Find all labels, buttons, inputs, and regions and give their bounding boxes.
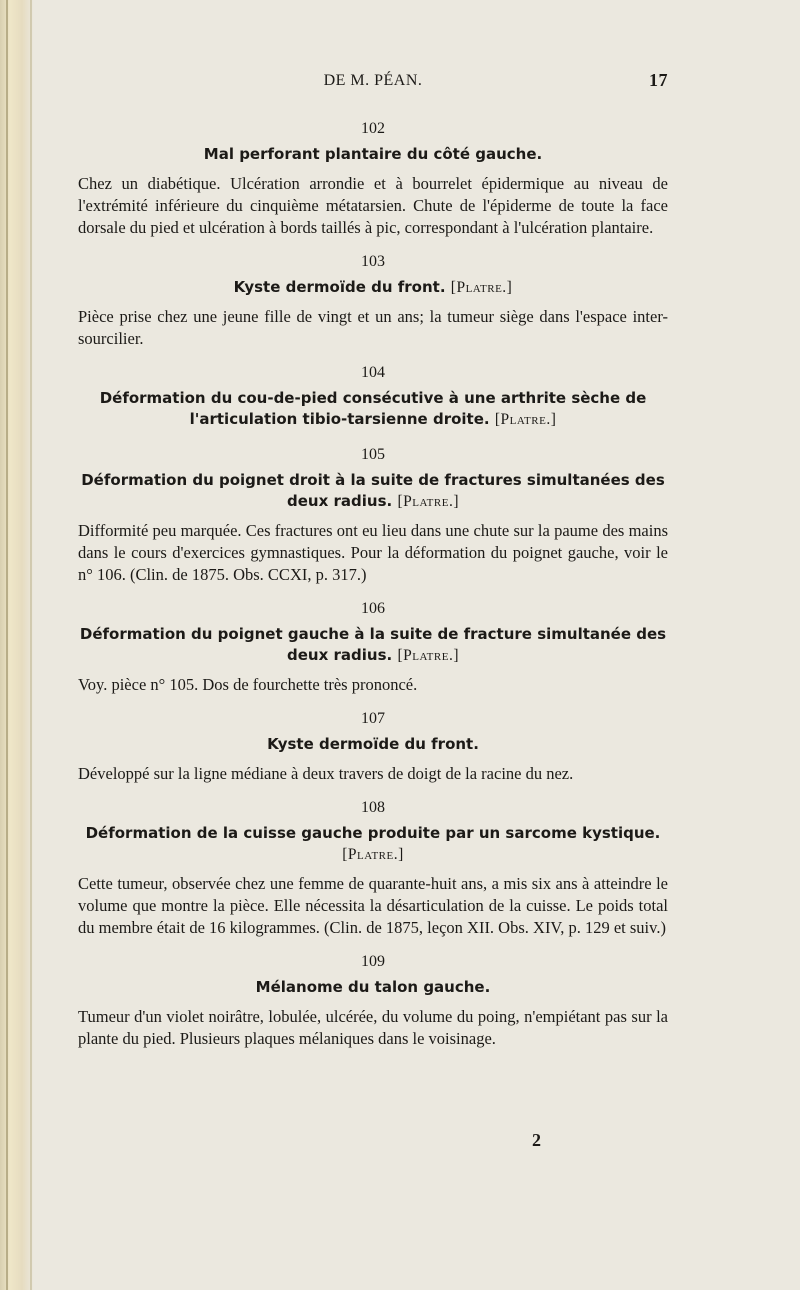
binding-line [6,0,8,1290]
entry-109 [78,951,668,1050]
catalogue-entries [78,118,668,1062]
entry-number: 102 [361,120,385,137]
entry-bracket: [Platre.] [342,846,404,863]
entry-107 [78,708,668,785]
entry-title: Mal perforant plantaire du côté gauche. [203,145,543,163]
entry-title: Déformation du poignet droit à la suite de fractures simultanées des deux radius. [Platre.] [81,471,665,510]
entry-105 [78,444,668,586]
entry-103 [78,251,668,350]
entry-title: Déformation de la cuisse gauche produite par un sarcome kystique. [Platre.] [85,824,661,863]
entry-number: 108 [361,799,385,816]
entry-text: Voy. pièce n° 105. Dos de fourchette très prononcé. [78,675,418,694]
entry-text: Cette tumeur, observée chez une femme de quarante-huit ans, a mis six ans à atteindre le volume que montre la pièce. Elle nécessita la désarticulation de la cuisse. Le poids total du membre était de 16 kilogrammes. (Clin. de 1875, leçon XII. Obs. XIV, p. 129 et suiv.) [78,874,668,937]
entry-bracket: [Platre.] [450,279,513,296]
entry-title: Mélanome du talon gauche. [255,978,491,996]
entry-text: Difformité peu marquée. Ces fractures ont eu lieu dans une chute sur la paume des mains dans le cours d'exercices gymnastiques. Pour la déformation du poignet gauche, voir le n° 106. (Clin. de 1875. Obs. CCXI, p. 317.) [78,521,668,584]
entry-text: Tumeur d'un violet noirâtre, lobulée, ulcérée, du volume du poing, n'empiétant pas sur la plante du pied. Plusieurs plaques mélaniques dans le voisinage. [78,1007,668,1048]
entry-number: 109 [361,953,385,970]
signature-mark: 2 [532,1130,541,1150]
entry-bracket: [Platre.] [397,493,459,510]
entry-number: 104 [361,364,385,381]
entry-bracket: [Platre.] [397,647,459,664]
entry-text: Développé sur la ligne médiane à deux travers de doigt de la racine du nez. [78,764,574,783]
page-number: 17 [649,70,668,90]
entry-number: 105 [361,446,385,463]
entry-108 [78,797,668,939]
entry-title: Kyste dermoïde du front. [Platre.] [233,278,513,296]
entry-number: 103 [361,253,385,270]
binding-line [30,0,32,1290]
entry-number: 107 [361,710,385,727]
entry-text: Pièce prise chez une jeune fille de vingt et un ans; la tumeur siège dans l'espace inter-sourcilier. [78,307,668,348]
entry-title: Déformation du cou-de-pied consécutive à une arthrite sèche de l'articulation tibio-tarsienne droite. [Platre.] [99,389,647,428]
entry-number: 106 [361,600,385,617]
entry-102 [78,118,668,239]
entry-104 [78,362,668,430]
entry-title: Déformation du poignet gauche à la suite de fracture simultanée des deux radius. [Platre.] [79,625,667,664]
running-head-title: DE M. PÉAN. [323,72,423,89]
entry-title: Kyste dermoïde du front. [267,735,479,753]
entry-106 [78,598,668,696]
running-head [78,72,668,96]
entry-bracket: [Platre.] [494,411,557,428]
entry-text: Chez un diabétique. Ulcération arrondie et à bourrelet épidermique au niveau de l'extrémité inférieure du cinquième métatarsien. Chute de l'épiderme de toute la face dorsale du pied et ulcération à bords taillés à pic, correspondant à l'ulcération plantaire. [78,174,668,237]
